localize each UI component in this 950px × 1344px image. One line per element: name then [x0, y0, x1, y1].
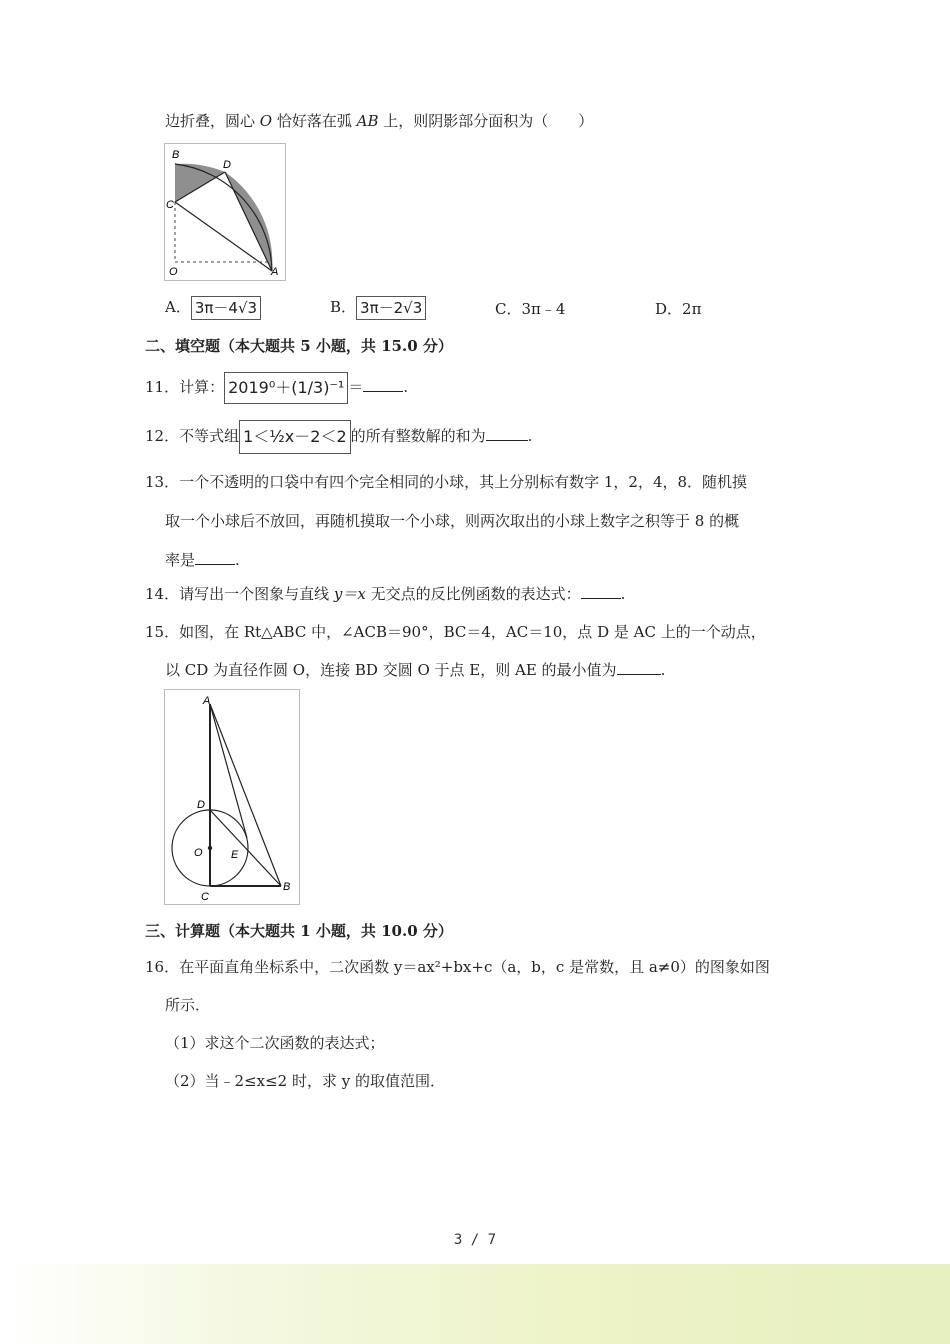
footer-decoration: [0, 1264, 950, 1344]
label-d: D: [197, 799, 205, 811]
q10-var-o: O: [259, 112, 273, 130]
q11-answer-blank[interactable]: [363, 377, 403, 392]
seg-ab: [210, 704, 281, 886]
question-13-line-3: [165, 549, 240, 570]
question-14: [145, 583, 625, 604]
label-o: O: [169, 266, 178, 278]
q14-number: 14．: [145, 585, 180, 603]
q14-period: .: [620, 585, 626, 603]
q13-text-1: 一个不透明的口袋中有四个完全相同的小球，其上分别标有数字 1，2，4，8．随机摸: [179, 473, 748, 491]
center-o: [208, 846, 212, 850]
q14-answer-blank[interactable]: [581, 584, 621, 599]
q15-text-1: 如图，在 Rt△ABC 中，∠ACB＝90°，BC＝4，AC＝10，点 D 是 AC 上的一个动点，: [179, 623, 766, 641]
option-c[interactable]: [495, 298, 565, 319]
question-16-sub-1: （1）求这个二次函数的表达式；: [165, 1034, 385, 1052]
page-number: 3 / 7: [453, 1232, 497, 1248]
option-b-label: B．: [330, 298, 357, 316]
q13-answer-blank[interactable]: [195, 550, 235, 565]
q13-number: 13．: [145, 473, 180, 491]
q15-figure-drawing: [165, 690, 299, 904]
q14-text-2: 无交点的反比例函数的表达式：: [365, 585, 581, 603]
label-c: C: [166, 199, 174, 211]
q11-equals: ＝: [348, 378, 364, 396]
q14-line-eq: y＝x: [333, 585, 366, 603]
question-11: [145, 372, 408, 404]
section-3-title: 三、计算题（本大题共 1 小题，共 10.0 分）: [145, 922, 453, 940]
option-a-label: A．: [165, 298, 191, 316]
question-15-line-2: [165, 659, 665, 680]
question-13-line-1: [145, 471, 747, 492]
q15-text-2: 以 CD 为直径作圆 O，连接 BD 交圆 O 于点 E，则 AE 的最小值为: [165, 661, 617, 679]
option-a-value: 3π－4√3: [191, 296, 261, 320]
q15-period: .: [660, 661, 666, 679]
question-16-line-2: 所示．: [165, 996, 211, 1014]
q11-text: 计算：: [179, 378, 225, 396]
question-13-line-2: 取一个小球后不放回，再随机摸取一个小球，则两次取出的小球上数字之积等于 8 的概: [165, 512, 740, 530]
q16-text-1: 在平面直角坐标系中，二次函数 y＝ax²+bx+c（a，b，c 是常数，且 a≠0）的图象如图: [179, 958, 770, 976]
q12-answer-blank[interactable]: [486, 426, 528, 441]
seg-ae: [210, 704, 247, 838]
q15-number: 15．: [145, 623, 180, 641]
option-a[interactable]: [165, 296, 261, 320]
q12-tail: 的所有整数解的和为: [350, 427, 486, 445]
label-c: C: [201, 891, 209, 903]
q15-figure: [164, 689, 300, 905]
option-b[interactable]: [330, 296, 426, 320]
option-d-label: D．: [655, 300, 683, 318]
option-b-value: 3π－2√3: [356, 296, 426, 320]
q12-expression: 1＜½x－2＜2: [239, 420, 351, 454]
label-b: B: [283, 881, 291, 893]
q12-period: .: [527, 427, 533, 445]
label-a: A: [271, 266, 279, 278]
question-12: [145, 420, 532, 454]
q15-answer-blank[interactable]: [617, 660, 661, 675]
q10-text-3: 上，则阴影部分面积为（ ）: [378, 112, 594, 130]
q10-figure-drawing: [165, 144, 285, 280]
label-b: B: [172, 149, 180, 161]
q11-period: .: [403, 378, 409, 396]
section-2-title: 二、填空题（本大题共 5 小题，共 15.0 分）: [145, 337, 453, 355]
option-d[interactable]: [655, 298, 701, 319]
question-16-line-1: [145, 956, 770, 977]
question-16-sub-2: （2）当﹣2≤x≤2 时，求 y 的取值范围．: [165, 1072, 446, 1090]
q11-expression: 2019⁰＋(1/3)⁻¹: [224, 372, 348, 404]
q13-text-3: 率是: [165, 551, 196, 569]
label-o: O: [194, 847, 203, 859]
q12-text: 不等式组: [179, 427, 240, 445]
label-a: A: [203, 695, 211, 707]
q11-number: 11．: [145, 378, 180, 396]
q10-text-2: 恰好落在弧: [272, 112, 357, 130]
option-d-value: 2π: [682, 300, 702, 318]
q16-number: 16．: [145, 958, 180, 976]
seg-db: [210, 810, 281, 886]
label-e: E: [231, 849, 239, 861]
q12-number: 12．: [145, 427, 180, 445]
label-d: D: [223, 159, 231, 171]
option-c-label: C．: [495, 300, 522, 318]
seg-da: [225, 172, 272, 271]
q10-var-ab: AB: [356, 112, 379, 130]
question-15-line-1: [145, 621, 766, 642]
option-c-value: 3π﹣4: [521, 300, 566, 318]
q14-text-1: 请写出一个图象与直线: [179, 585, 334, 603]
q10-figure: [164, 143, 286, 281]
q10-text-1: 边折叠，圆心: [165, 112, 260, 130]
q10-continuation: [165, 110, 593, 131]
q13-period: .: [235, 551, 240, 569]
